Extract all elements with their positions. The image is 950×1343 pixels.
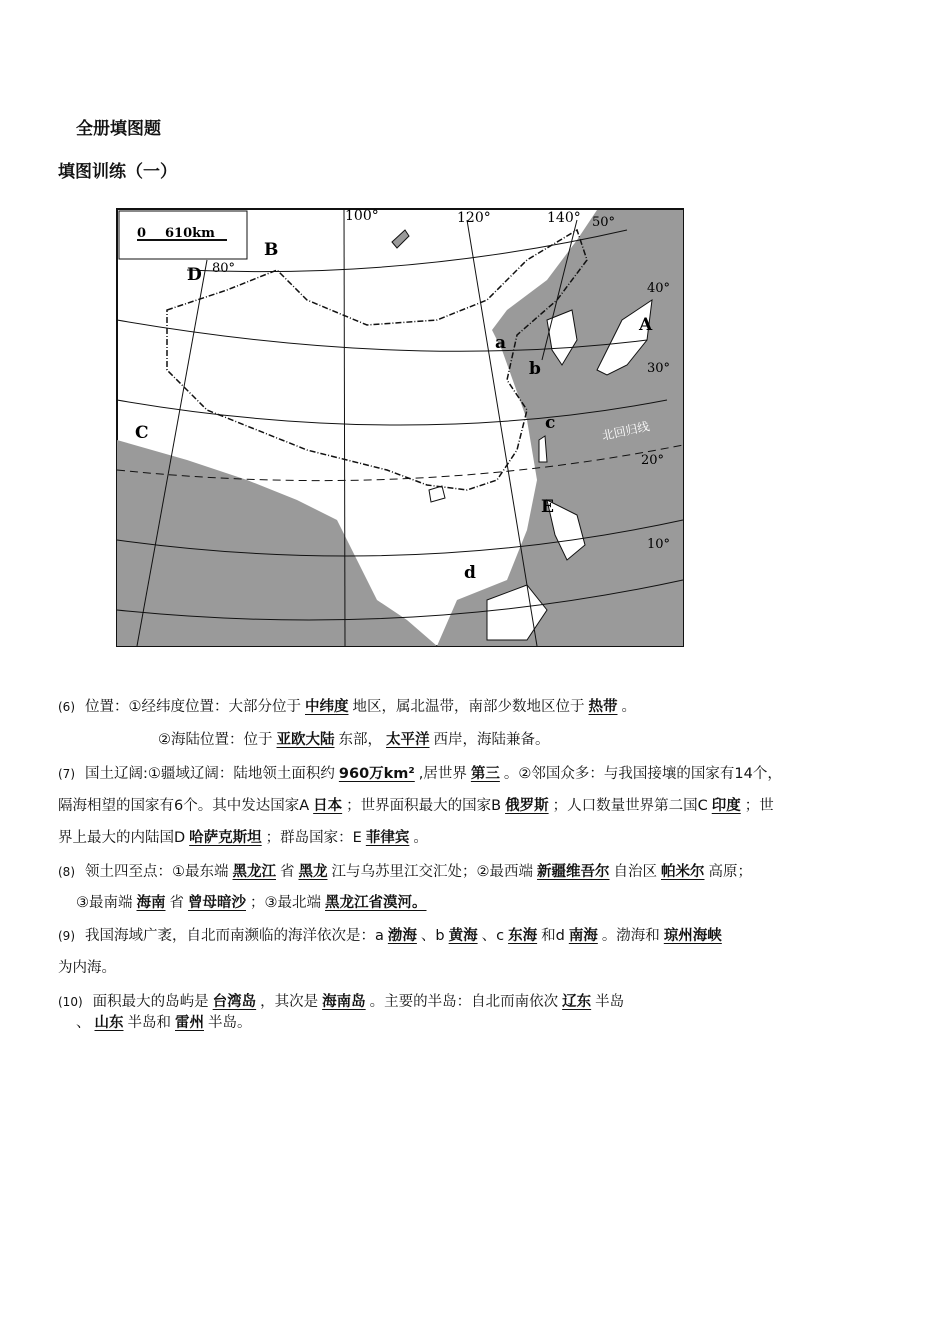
lat-label: 40° xyxy=(647,281,671,296)
section-title: 填图训练（一） xyxy=(58,162,177,182)
lat-label: 10° xyxy=(647,537,671,552)
page-title: 全册填图题 xyxy=(76,119,161,139)
point-c-label: C xyxy=(135,423,149,443)
tropic-label: 北回归线 xyxy=(600,419,651,443)
asia-map xyxy=(107,200,693,652)
sea-b-label: b xyxy=(529,359,541,379)
scale-distance: 610km xyxy=(165,226,215,241)
question-6-line-2: ②海陆位置：位于 亚欧大陆 东部， 太平洋 西岸，海陆兼备。 xyxy=(158,732,550,748)
question-10-line-2: 、 山东 半岛和 雷州 半岛。 xyxy=(76,1015,252,1031)
question-6-line-1: (6) 位置：①经纬度位置：大部分位于 中纬度 地区，属北温带，南部少数地区位于 热带 。 xyxy=(58,699,636,715)
point-e-label: E xyxy=(541,497,554,517)
lon-label: 140° xyxy=(547,210,581,226)
point-a-label: A xyxy=(639,315,653,335)
question-9-line-2: 为内海。 xyxy=(58,960,116,976)
lon-label: 100° xyxy=(345,208,379,224)
lat-label: 50° xyxy=(592,215,616,230)
question-7-line-1: (7) 国土辽阔:①疆域辽阔：陆地领土面积约 960万km² ,居世界 第三 。②邻国众多：与我国接壤的国家有14个， xyxy=(58,766,782,782)
lon-label: 120° xyxy=(457,210,491,226)
question-10-line-1: (10) 面积最大的岛屿是 台湾岛 ，其次是 海南岛 。主要的半岛：自北而南依次 辽东 半岛 xyxy=(58,994,625,1010)
lat-label: 30° xyxy=(647,361,671,376)
taiwan-island xyxy=(539,436,547,462)
sea-c-label: c xyxy=(545,413,556,433)
scale-zero: 0 xyxy=(137,226,147,241)
question-8-line-2: ③最南端 海南 省 曾母暗沙 ；③最北端 黑龙江省漠河。 xyxy=(76,895,427,911)
point-d-label: D xyxy=(187,265,202,285)
question-8-line-1: (8) 领土四至点：①最东端 黑龙江 省 黑龙 江与乌苏里江交汇处；②最西端 新疆维吾尔 自治区 帕米尔 高原； xyxy=(58,864,752,880)
question-7-line-2: 隔海相望的国家有6个。其中发达国家A 日本 ；世界面积最大的国家B 俄罗斯 ；人口数量世界第二国C 印度 ；世 xyxy=(58,798,774,814)
lat-label: 80° xyxy=(212,261,236,276)
sea-a-label: a xyxy=(495,333,507,353)
lat-label: 20° xyxy=(641,453,665,468)
question-9-line-1: (9) 我国海域广袤，自北而南濒临的海洋依次是：a 渤海 、b 黄海 、c 东海 和d 南海 。渤海和 琼州海峡 xyxy=(58,928,722,944)
sea-d-label: d xyxy=(464,563,476,583)
question-7-line-3: 界上最大的内陆国D 哈萨克斯坦 ；群岛国家：E 菲律宾 。 xyxy=(58,830,428,846)
point-b-label: B xyxy=(264,240,279,260)
